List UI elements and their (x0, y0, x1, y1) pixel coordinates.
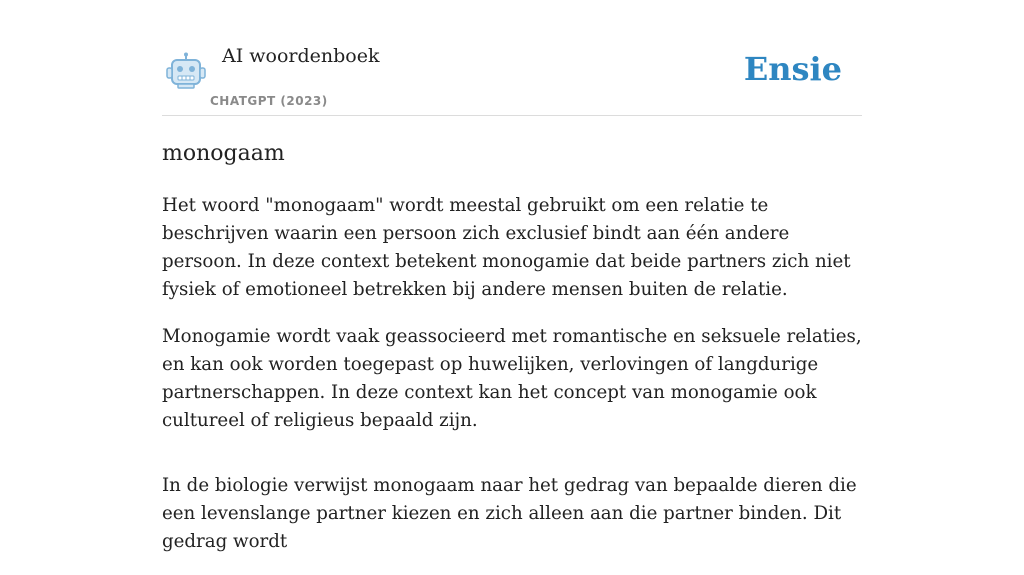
source-subtitle: CHATGPT (2023) (210, 94, 328, 108)
article (162, 136, 862, 575)
article-paragraph-1: Het woord "monogaam" wordt meestal gebruikt om een relatie te beschrijven waarin een persoon zich exclusief bindt aan één andere persoon. In deze context betekent monogamie dat beide partners zich niet fysiek of emotioneel betrekken bij andere mensen buiten de relatie. (162, 195, 851, 300)
article-title: monogaam (162, 141, 285, 166)
article-paragraph-3: In de biologie verwijst monogaam naar het gedrag van bepaalde dieren die een levenslange partner kiezen en zich alleen aan die partner binden. Dit gedrag wordt (162, 475, 857, 552)
source-title[interactable]: AI woordenboek (222, 45, 380, 67)
header (162, 40, 862, 116)
robot-icon-graphic (165, 52, 207, 90)
brand-logo-link[interactable]: Ensie (743, 50, 842, 88)
article-paragraph-2: Monogamie wordt vaak geassocieerd met romantische en seksuele relaties, en kan ook worden toegepast op huwelijken, verlovingen of langdurige partnerschappen. In deze context kan het concept van monogamie ook cultureel of religieus bepaald zijn. (162, 326, 862, 431)
